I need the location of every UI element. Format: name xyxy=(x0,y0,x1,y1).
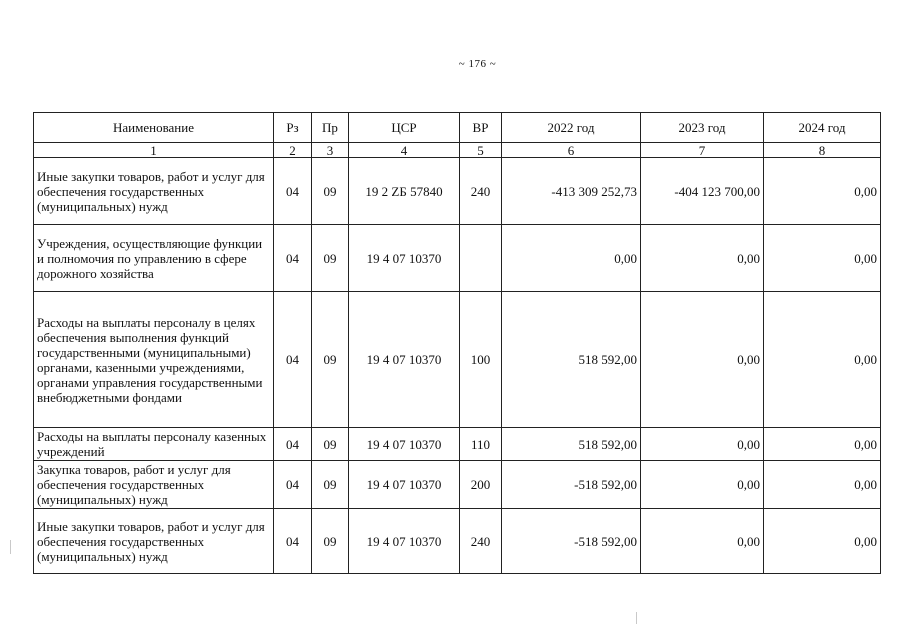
row-2024: 0,00 xyxy=(764,461,881,509)
row-vr: 110 xyxy=(460,428,502,461)
row-name: Иные закупки товаров, работ и услуг для обеспечения государственных (муниципальных) нужд xyxy=(34,509,274,574)
column-number-row xyxy=(34,143,881,158)
row-name: Расходы на выплаты персоналу в целях обеспечения выполнения функций государственными (муниципальными) органами, казенными учреждениями, органами управления государственными внебюджетными фондами xyxy=(34,292,274,428)
row-2023: 0,00 xyxy=(641,292,764,428)
row-2023: 0,00 xyxy=(641,509,764,574)
table-row xyxy=(34,428,881,461)
row-2023: 0,00 xyxy=(641,428,764,461)
scan-mark xyxy=(10,540,11,554)
row-csr: 19 4 07 10370 xyxy=(349,225,460,292)
row-pr: 09 xyxy=(312,461,349,509)
row-vr xyxy=(460,225,502,292)
row-vr: 240 xyxy=(460,509,502,574)
row-csr: 19 4 07 10370 xyxy=(349,292,460,428)
row-pr: 09 xyxy=(312,225,349,292)
row-2023: 0,00 xyxy=(641,225,764,292)
column-header-2023: 2023 год xyxy=(641,113,764,143)
row-rz: 04 xyxy=(274,158,312,225)
row-rz: 04 xyxy=(274,292,312,428)
row-2024: 0,00 xyxy=(764,292,881,428)
row-name: Расходы на выплаты персоналу казенных учреждений xyxy=(34,428,274,461)
table-row xyxy=(34,461,881,509)
row-rz: 04 xyxy=(274,428,312,461)
budget-table xyxy=(33,112,881,574)
scan-mark xyxy=(636,612,637,624)
row-pr: 09 xyxy=(312,509,349,574)
row-2023: -404 123 700,00 xyxy=(641,158,764,225)
table-row xyxy=(34,225,881,292)
row-2022: -518 592,00 xyxy=(502,509,641,574)
row-rz: 04 xyxy=(274,225,312,292)
column-number: 6 xyxy=(502,143,641,158)
row-vr: 100 xyxy=(460,292,502,428)
column-header-rz: Рз xyxy=(274,113,312,143)
header-row xyxy=(34,113,881,143)
row-2022: -413 309 252,73 xyxy=(502,158,641,225)
row-csr: 19 4 07 10370 xyxy=(349,461,460,509)
table-row xyxy=(34,509,881,574)
row-2024: 0,00 xyxy=(764,225,881,292)
row-pr: 09 xyxy=(312,428,349,461)
column-number: 8 xyxy=(764,143,881,158)
row-2024: 0,00 xyxy=(764,509,881,574)
column-header-2022: 2022 год xyxy=(502,113,641,143)
column-header-pr: Пр xyxy=(312,113,349,143)
column-number: 4 xyxy=(349,143,460,158)
row-pr: 09 xyxy=(312,158,349,225)
row-2022: -518 592,00 xyxy=(502,461,641,509)
row-vr: 200 xyxy=(460,461,502,509)
row-2023: 0,00 xyxy=(641,461,764,509)
row-name: Закупка товаров, работ и услуг для обеспечения государственных (муниципальных) нужд xyxy=(34,461,274,509)
row-2024: 0,00 xyxy=(764,428,881,461)
column-number: 2 xyxy=(274,143,312,158)
row-rz: 04 xyxy=(274,461,312,509)
row-vr: 240 xyxy=(460,158,502,225)
column-header-csr: ЦСР xyxy=(349,113,460,143)
column-number: 3 xyxy=(312,143,349,158)
column-header-2024: 2024 год xyxy=(764,113,881,143)
row-csr: 19 4 07 10370 xyxy=(349,428,460,461)
table-row xyxy=(34,292,881,428)
row-csr: 19 2 ZБ 57840 xyxy=(349,158,460,225)
page-number: ~ 176 ~ xyxy=(458,58,497,70)
row-csr: 19 4 07 10370 xyxy=(349,509,460,574)
row-2022: 518 592,00 xyxy=(502,428,641,461)
column-header-vr: ВР xyxy=(460,113,502,143)
row-name: Иные закупки товаров, работ и услуг для обеспечения государственных (муниципальных) нужд xyxy=(34,158,274,225)
column-header-name: Наименование xyxy=(34,113,274,143)
row-2022: 0,00 xyxy=(502,225,641,292)
column-number: 1 xyxy=(34,143,274,158)
row-2022: 518 592,00 xyxy=(502,292,641,428)
column-number: 7 xyxy=(641,143,764,158)
table-row xyxy=(34,158,881,225)
row-rz: 04 xyxy=(274,509,312,574)
column-number: 5 xyxy=(460,143,502,158)
row-name: Учреждения, осуществляющие функции и полномочия по управлению в сфере дорожного хозяйства xyxy=(34,225,274,292)
row-pr: 09 xyxy=(312,292,349,428)
row-2024: 0,00 xyxy=(764,158,881,225)
